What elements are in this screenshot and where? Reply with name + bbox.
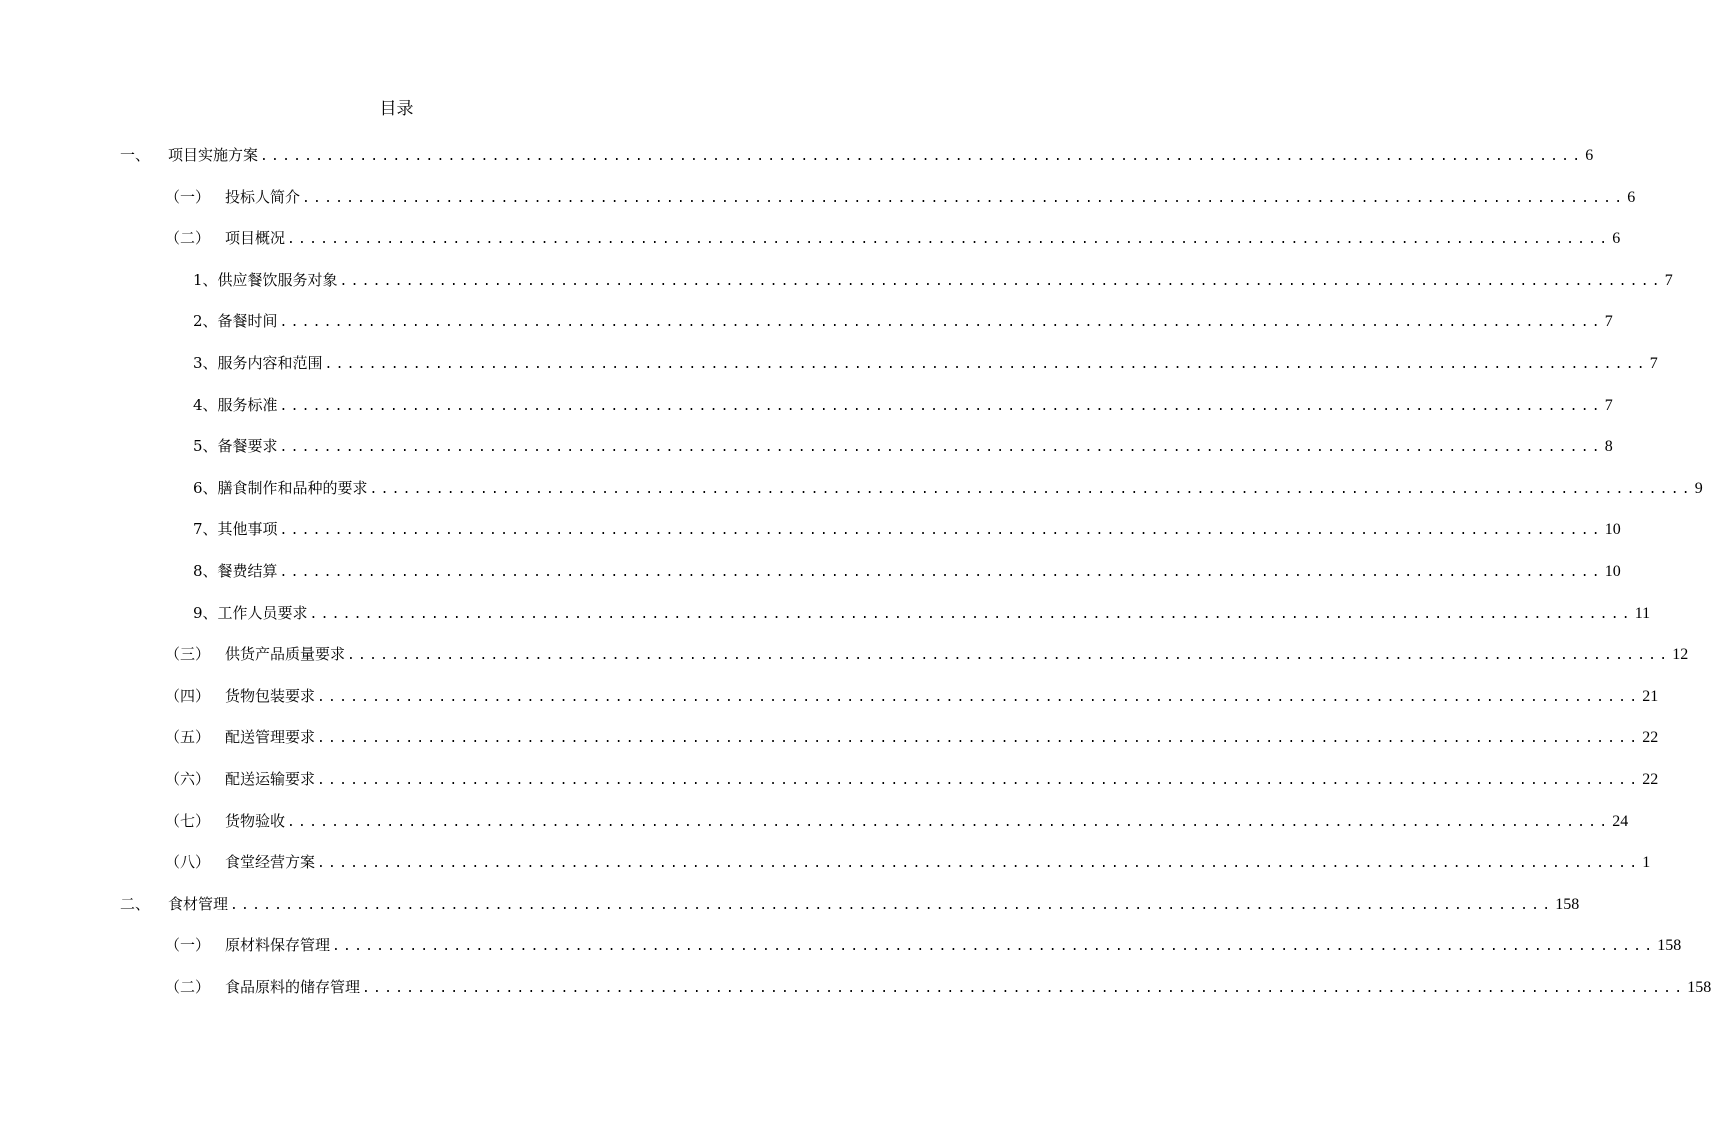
- toc-entry-label: 配送管理要求: [225, 728, 316, 747]
- toc-entry-page-number: 22: [1642, 771, 1659, 788]
- toc-entry[interactable]: [193, 559, 1621, 583]
- toc-entry-number: （一）: [165, 187, 211, 206]
- toc-entry-page-number: 158: [1687, 979, 1711, 996]
- toc-entry-number: （五）: [165, 728, 211, 747]
- toc-entry[interactable]: [193, 434, 1613, 458]
- toc-entry-number: （四）: [165, 686, 211, 705]
- toc-dot-leader: ........................................................................................................................: [260, 149, 1584, 164]
- toc-entry-page-number: 7: [1604, 313, 1613, 331]
- toc-dot-leader: ........................................................................................................................: [279, 523, 1603, 539]
- toc-entry-number: （八）: [165, 853, 211, 872]
- toc-entry-page-number: 7: [1664, 271, 1673, 289]
- toc-entry-number: （二）: [165, 229, 211, 248]
- toc-entry[interactable]: [120, 892, 1580, 916]
- toc-entry-label: 原材料保存管理: [225, 936, 331, 955]
- toc-entry-label: 5、备餐要求: [193, 437, 278, 456]
- toc-entry-page-number: 12: [1672, 646, 1689, 664]
- toc-entry[interactable]: [193, 268, 1673, 292]
- toc-entry-page-number: 7: [1604, 396, 1613, 414]
- toc-entry-page-number: 6: [1627, 188, 1636, 206]
- toc-entry-label: 2、备餐时间: [193, 312, 278, 331]
- toc-entry-page-number: 11: [1634, 604, 1651, 622]
- toc-entry-page-number: 22: [1642, 729, 1659, 747]
- toc-entry-label: 投标人简介: [225, 187, 301, 206]
- toc-title: 目录: [379, 99, 414, 119]
- toc-dot-leader: ........................................................................................................................: [317, 689, 1641, 705]
- toc-entry[interactable]: [165, 684, 1659, 708]
- toc-entry-label: 8、餐费结算: [193, 562, 278, 580]
- toc-entry-label: 9、工作人员要求: [193, 603, 308, 622]
- toc-entry-number: 一、: [120, 146, 151, 164]
- toc-entry[interactable]: [193, 393, 1613, 417]
- toc-dot-leader: ........................................................................................................................: [332, 939, 1656, 955]
- toc-dot-leader: ........................................................................................................................: [279, 398, 1603, 414]
- toc-entry[interactable]: [165, 933, 1682, 957]
- toc-entry-page-number: 1: [1642, 854, 1651, 872]
- toc-entry[interactable]: [165, 850, 1651, 874]
- toc-entry-page-number: 10: [1604, 521, 1621, 539]
- toc-dot-leader: ........................................................................................................................: [369, 481, 1693, 497]
- toc-dot-leader: ........................................................................................................................: [230, 897, 1554, 913]
- toc-dot-leader: ........................................................................................................................: [287, 814, 1611, 830]
- toc-entry-page-number: 10: [1604, 563, 1621, 580]
- toc-dot-leader: ........................................................................................................................: [347, 648, 1671, 664]
- toc-entry[interactable]: [193, 351, 1658, 375]
- toc-entry-page-number: 6: [1612, 230, 1621, 248]
- toc-dot-leader: ........................................................................................................................: [302, 190, 1626, 206]
- toc-entry[interactable]: [193, 476, 1703, 500]
- toc-dot-leader: ........................................................................................................................: [339, 273, 1663, 289]
- toc-dot-leader: ........................................................................................................................: [279, 315, 1603, 331]
- toc-dot-leader: ........................................................................................................................: [317, 856, 1641, 872]
- toc-dot-leader: ........................................................................................................................: [317, 773, 1641, 788]
- toc-entry-label: 配送运输要求: [225, 770, 316, 788]
- toc-entry-label: 货物包装要求: [225, 686, 316, 705]
- toc-dot-leader: ........................................................................................................................: [362, 981, 1686, 996]
- toc-entry-number: （六）: [165, 770, 211, 788]
- toc-entry-label: 食品原料的储存管理: [225, 978, 361, 996]
- toc-entry-label: 项目实施方案: [168, 146, 259, 164]
- toc-dot-leader: ........................................................................................................................: [309, 606, 1633, 622]
- toc-entry-label: 食堂经营方案: [225, 853, 316, 872]
- toc-entry-label: 供货产品质量要求: [225, 645, 346, 664]
- toc-entry-label: 3、服务内容和范围: [193, 354, 323, 372]
- toc-entry[interactable]: [165, 975, 1711, 999]
- toc-entry-page-number: 7: [1649, 355, 1658, 372]
- toc-entry-label: 货物验收: [225, 811, 286, 830]
- toc-entry-number: （二）: [165, 978, 211, 996]
- toc-entry[interactable]: [165, 809, 1629, 833]
- toc-entry-page-number: 6: [1585, 147, 1594, 164]
- toc-entry-number: （七）: [165, 811, 211, 830]
- toc-entry[interactable]: [165, 725, 1659, 749]
- toc-entry-page-number: 8: [1604, 438, 1613, 456]
- toc-entry[interactable]: [193, 309, 1613, 333]
- toc-entry-label: 食材管理: [168, 894, 229, 913]
- toc-dot-leader: ........................................................................................................................: [279, 440, 1603, 456]
- toc-dot-leader: ........................................................................................................................: [279, 565, 1603, 580]
- toc-entry-label: 7、其他事项: [193, 520, 278, 539]
- toc-entry-label: 6、膳食制作和品种的要求: [193, 478, 368, 497]
- toc-entry-number: （一）: [165, 936, 211, 955]
- toc-entry[interactable]: [165, 226, 1621, 250]
- toc-entry-page-number: 9: [1694, 479, 1703, 497]
- toc-dot-leader: ........................................................................................................................: [317, 731, 1641, 747]
- toc-entry[interactable]: [120, 143, 1594, 167]
- toc-entry-number: （三）: [165, 645, 211, 664]
- toc-entry-page-number: 158: [1657, 937, 1682, 955]
- toc-entry-label: 1、供应餐饮服务对象: [193, 270, 338, 289]
- toc-entry-page-number: 158: [1555, 895, 1580, 913]
- toc-entry[interactable]: [165, 185, 1636, 209]
- toc-entry[interactable]: [193, 517, 1621, 541]
- toc-entry-page-number: 24: [1612, 812, 1629, 830]
- toc-entry-label: 项目概况: [225, 229, 286, 248]
- toc-dot-leader: ........................................................................................................................: [287, 232, 1611, 248]
- toc-entry-page-number: 21: [1642, 687, 1659, 705]
- toc-entry[interactable]: [193, 601, 1651, 625]
- toc-entry[interactable]: [165, 767, 1659, 791]
- toc-entry[interactable]: [165, 642, 1689, 666]
- toc-entry-number: 二、: [120, 894, 151, 913]
- toc-entry-label: 4、服务标准: [193, 395, 278, 414]
- toc-dot-leader: ........................................................................................................................: [324, 357, 1648, 372]
